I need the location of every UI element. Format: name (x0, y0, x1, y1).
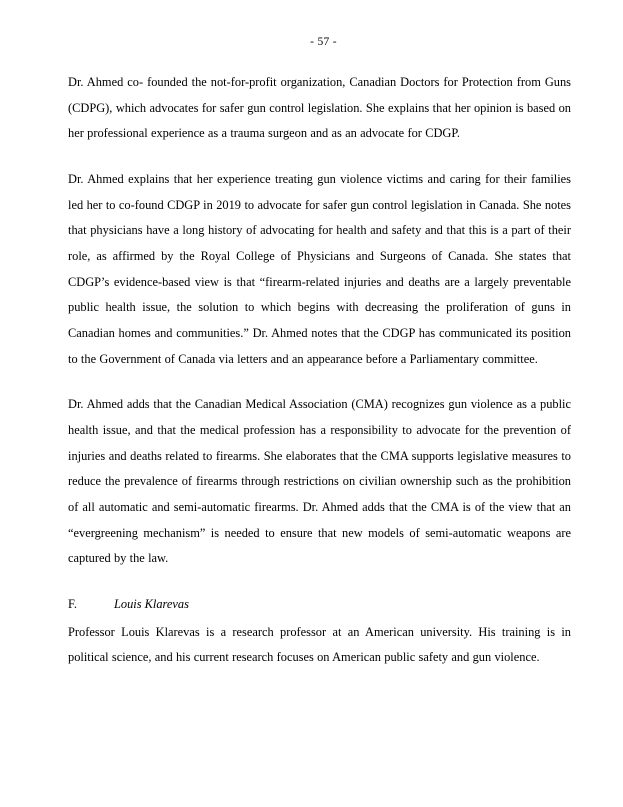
section-body-paragraph: Professor Louis Klarevas is a research professor at an American university. His training is in political science, and his current research focuses on American public safety and gun violence. (68, 624, 571, 665)
paragraph-1: Dr. Ahmed co- founded the not-for-profit organization, Canadian Doctors for Protection from Guns (CDPG), which advocates for safer gun control legislation. She explains that her opinion is based on her professional experience as a trauma surgeon and as an advocate for CDGP. (68, 75, 571, 141)
paragraph-2: Dr. Ahmed explains that her experience treating gun violence victims and caring for their families led her to co-found CDGP in 2019 to advocate for safer gun control legislation in Canada. She notes that physicians have a long history of advocating for health and safety and that this is a part of their role, as affirmed by the Royal College of Physicians and Surgeons of Canada. She states that CDGP’s evidence-based view is that “firearm-related injuries and deaths are a largely preventable public health issue, the solution to which begins with decreasing the proliferation of guns in Canadian homes and communities.” Dr. Ahmed notes that the CDGP has communicated its position to the Government of Canada via letters and an appearance before a Parliamentary committee. (68, 172, 571, 366)
page-number: - 57 - (310, 36, 337, 48)
section-heading (68, 592, 571, 618)
section-letter: F. (68, 597, 77, 612)
paragraph-3: Dr. Ahmed adds that the Canadian Medical Association (CMA) recognizes gun violence as a public health issue, and that the medical profession has a responsibility to advocate for the prevention of injuries and deaths related to firearms. She elaborates that the CMA supports legislative measures to reduce the prevalence of firearms through restrictions on civilian ownership such as the prohibition of all automatic and semi-automatic firearms. Dr. Ahmed adds that the CMA is of the view that an “evergreening mechanism” is needed to ensure that new models of semi-automatic weapons are captured by the law. (68, 397, 571, 566)
section-title: Louis Klarevas (114, 597, 189, 612)
